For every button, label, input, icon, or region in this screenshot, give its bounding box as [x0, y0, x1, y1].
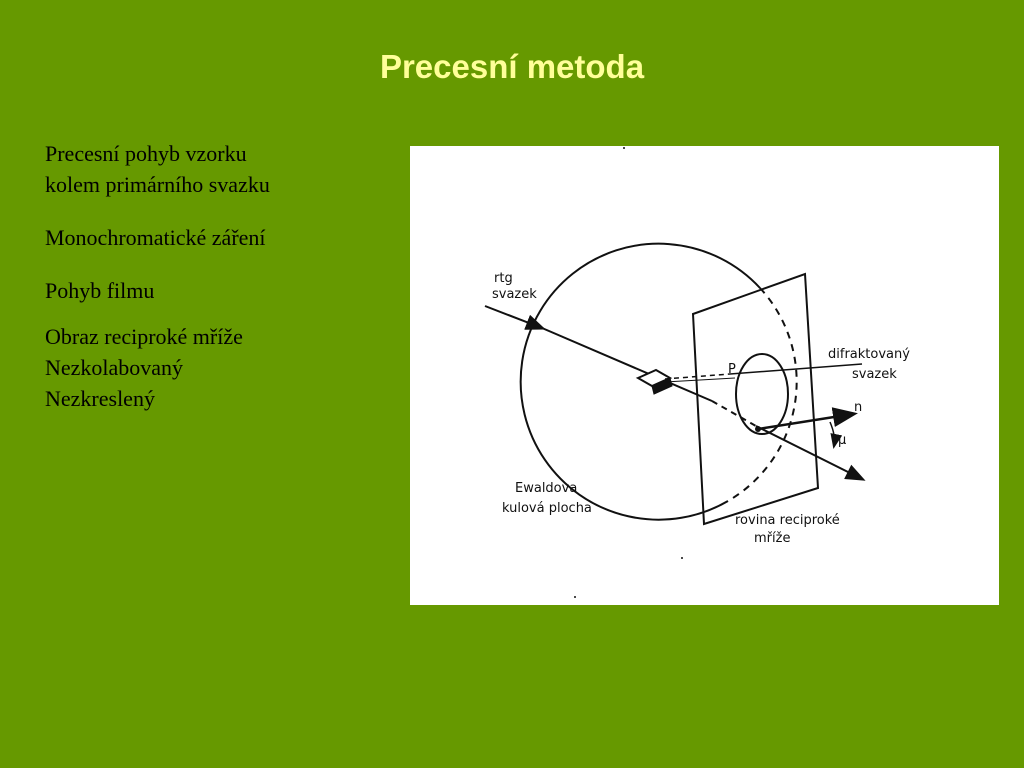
origin-point: [755, 426, 761, 432]
label-beam: svazek: [492, 287, 537, 302]
diagram-svg: [410, 146, 999, 605]
label-n: n: [854, 400, 863, 415]
text-line-undistorted: Nezkreslený: [45, 386, 155, 411]
text-line-monochromatic: Monochromatické záření: [45, 225, 266, 250]
text-line-around-beam: kolem primárního svazku: [45, 172, 270, 197]
bullet-text-block: [45, 138, 270, 414]
normal-vector: [758, 414, 853, 429]
diffracted-beam-dashed: [665, 374, 730, 379]
text-line-uncollapsed: Nezkolabovaný: [45, 355, 184, 380]
primary-beam: [542, 328, 712, 401]
label-p: P: [728, 362, 736, 377]
precession-diagram: [410, 146, 999, 605]
primary-beam-dashed: [712, 401, 756, 426]
primary-beam-in: [485, 306, 542, 328]
label-plane-2: mříže: [754, 531, 791, 546]
label-ewald-1: Ewaldova: [515, 481, 578, 496]
slide-title: Precesní metoda: [379, 48, 645, 85]
text-line-precession: Precesní pohyb vzorku: [45, 141, 247, 166]
label-diffracted-2: svazek: [852, 367, 897, 382]
ewald-sphere-dashed: [728, 288, 797, 501]
reciprocal-plane: [693, 274, 818, 524]
label-rtg: rtg: [494, 271, 513, 286]
label-plane-1: rovina reciproké: [735, 513, 840, 528]
small-circle: [736, 354, 788, 434]
text-line-lattice-image: Obraz reciproké mříže: [45, 324, 243, 349]
mu-angle-arc: [830, 422, 835, 446]
ewald-sphere: [521, 244, 760, 520]
label-diffracted-1: difraktovaný: [828, 347, 910, 362]
text-line-film-motion: Pohyb filmu: [45, 278, 155, 303]
label-ewald-2: kulová plocha: [502, 501, 592, 516]
label-mu: μ: [838, 433, 847, 448]
